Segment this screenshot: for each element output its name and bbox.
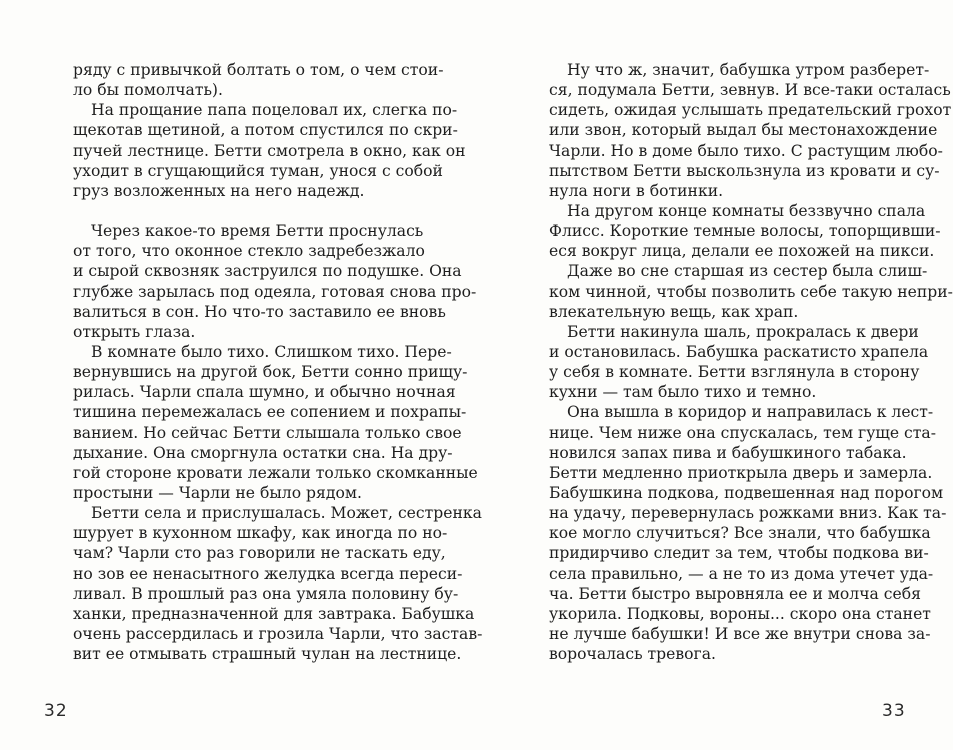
text-line: Бабушкина подкова, подвешенная над порогом <box>549 483 944 502</box>
text-line: ливал. В прошлый раз она умяла половину бу- <box>73 584 459 603</box>
text-line: очень рассердилась и грозила Чарли, что застав- <box>73 624 483 643</box>
right-page-number: 33 <box>882 701 906 721</box>
text-line: рилась. Чарли спала шумно, и обычно ночная <box>73 383 456 402</box>
text-line: В комнате было тихо. Слишком тихо. Пере- <box>91 342 452 361</box>
text-line: Бетти села и прислушалась. Может, сестренка <box>91 504 482 523</box>
text-line: кое могло случиться? Все знали, что бабушка <box>549 524 931 543</box>
text-line: пучей лестнице. Бетти смотрела в окно, как он <box>73 141 466 160</box>
text-line: глубже зарылась под одеяла, готовая снова про- <box>73 282 477 301</box>
text-line: груз возложенных на него надежд. <box>73 181 365 200</box>
text-line: новился запах пива и бабушкиного табака. <box>549 443 907 462</box>
text-line: нице. Чем ниже она спускалась, тем гуще ста- <box>549 423 936 442</box>
text-line: Бетти медленно приоткрыла дверь и замерла. <box>549 463 933 482</box>
text-line: пытством Бетти выскользнула из кровати и су- <box>549 161 940 180</box>
text-line: Ну что ж, значит, бабушка утром разберет- <box>567 61 930 79</box>
text-line: у себя в комнате. Бетти взглянула в сторону <box>549 363 920 382</box>
text-line: сидеть, ожидая услышать предательский грохот <box>549 101 952 120</box>
text-line: Даже во сне старшая из сестер была слиш- <box>567 262 928 281</box>
left-page-number: 32 <box>44 701 68 721</box>
text-line: Она вышла в коридор и направилась к лест- <box>567 403 934 422</box>
paragraph-break <box>73 201 402 221</box>
text-line: Флисс. Короткие темные волосы, топорщивши- <box>549 222 941 241</box>
right-page-text <box>549 60 953 664</box>
text-line: ванием. Но сейчас Бетти слышала только свое <box>73 423 462 442</box>
text-line: простыни — Чарли не было рядом. <box>73 483 362 502</box>
text-line: но зов ее ненасытного желудка всегда переси- <box>73 564 463 583</box>
text-line: влекательную вещь, как храп. <box>549 302 799 321</box>
text-line: ворочалась тревога. <box>549 645 716 664</box>
text-line: шурует в кухонном шкафу, как иногда по но- <box>73 524 448 543</box>
text-line: гой стороне кровати лежали только скомканные <box>73 463 478 482</box>
text-line: валиться в сон. Но что-то заставило ее вновь <box>73 302 446 321</box>
text-line: уходит в сгущающийся туман, унося с собой <box>73 161 443 180</box>
text-line: ся, подумала Бетти, зевнув. И все-таки осталась <box>549 81 951 100</box>
text-line: чам? Чарли сто раз говорили не таскать еду, <box>73 544 446 563</box>
text-line: и остановилась. Бабушка раскатисто храпела <box>549 342 929 361</box>
text-line: тишина перемежалась ее сопением и похрапы- <box>73 403 467 422</box>
text-line: от того, что оконное стекло задребезжало <box>73 242 425 261</box>
text-line: открыть глаза. <box>73 322 196 341</box>
text-line: не лучше бабушки! И все же внутри снова за- <box>549 624 931 643</box>
text-line: на удачу, перевернулась рожками вниз. Как та- <box>549 504 947 523</box>
text-line: вит ее отмывать страшный чулан на лестнице. <box>73 645 462 664</box>
text-line: щекотав щетиной, а потом спустился по скри- <box>73 121 458 140</box>
text-line: ханки, предназначенной для завтрака. Бабушка <box>73 604 475 623</box>
text-line: На прощание папа поцеловал их, слегка по- <box>91 101 458 120</box>
text-line: кухни — там было тихо и темно. <box>549 383 817 402</box>
text-line: укорила. Подковы, вороны... скоро она станет <box>549 604 931 623</box>
text-line: ком чинной, чтобы позволить себе такую непри- <box>549 282 953 301</box>
text-line: Бетти накинула шаль, прокралась к двери <box>567 322 919 341</box>
text-line: нула ноги в ботинки. <box>549 181 724 200</box>
text-line: ло бы помолчать). <box>73 81 223 100</box>
text-line: Чарли. Но в доме было тихо. С растущим любо- <box>549 141 943 160</box>
text-line: вернувшись на другой бок, Бетти сонно прищу- <box>73 363 468 382</box>
left-page-text <box>73 60 483 664</box>
text-line: и сырой сквозняк заструился по подушке. Она <box>73 262 462 281</box>
text-line: еся вокруг лица, делали ее похожей на пикси. <box>549 242 935 261</box>
text-line: ряду с привычкой болтать о том, о чем стои- <box>73 61 444 79</box>
text-line: придирчиво следит за тем, чтобы подкова ви- <box>549 544 929 563</box>
text-line: или звон, который выдал бы местонахождение <box>549 121 938 140</box>
text-line: дыхание. Она сморгнула остатки сна. На дру- <box>73 443 453 462</box>
text-line: Через какое-то время Бетти проснулась <box>91 222 424 241</box>
text-line: ча. Бетти быстро выровняла ее и молча себя <box>549 584 921 603</box>
text-line: На другом конце комнаты беззвучно спала <box>567 201 926 220</box>
text-line: села правильно, — а не то из дома утечет уда- <box>549 564 934 583</box>
